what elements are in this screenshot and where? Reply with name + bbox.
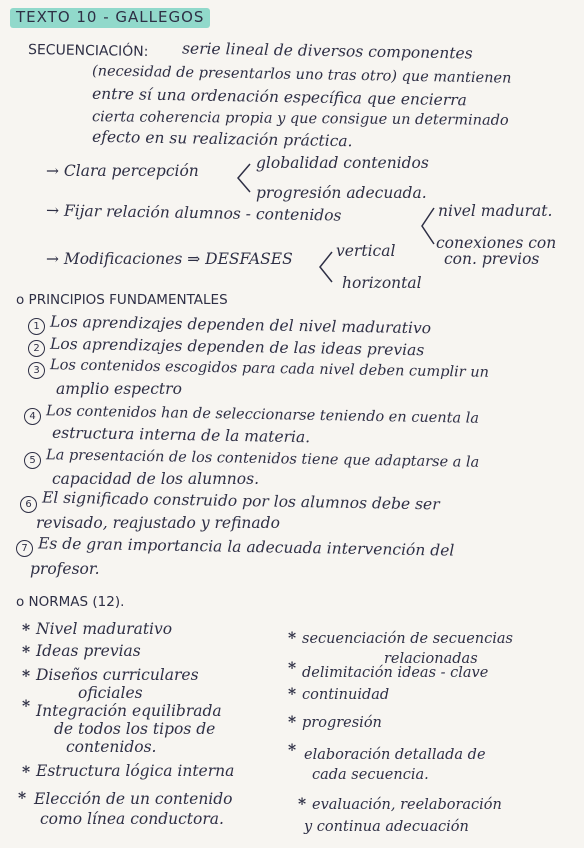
arrow-branch: progresión adecuada. xyxy=(256,184,427,202)
norm-right-line: secuenciación de secuencias xyxy=(302,631,513,647)
principle-number: 6 xyxy=(20,496,37,513)
arrow-item-label: → Fijar relación alumnos - contenidos xyxy=(45,201,342,225)
arrow-branch: globalidad contenidos xyxy=(256,154,429,172)
norm-left-line: Estructura lógica interna xyxy=(36,762,235,780)
arrow-branch: conexiones con xyxy=(436,234,557,252)
star-bullet: * xyxy=(288,712,297,731)
principle-line: Los aprendizajes dependen de las ideas previas xyxy=(49,334,425,360)
principle-line: estructura interna de la materia. xyxy=(51,423,311,447)
norm-left-line: Integración equilibrada xyxy=(36,702,222,720)
star-bullet: * xyxy=(22,666,31,685)
principle-line: revisado, reajustado y refinado xyxy=(36,514,280,532)
norm-left-line: como línea conductora. xyxy=(40,810,224,828)
arrow-branch: horizontal xyxy=(342,274,422,292)
page-title: TEXTO 10 - GALLEGOS xyxy=(16,8,205,26)
norm-right-line: y continua adecuación xyxy=(304,819,469,835)
definition-term: SECUENCIACIÓN: xyxy=(27,41,149,61)
principle-line: La presentación de los contenidos tiene que adaptarse a la xyxy=(45,447,480,471)
norm-right-line: elaboración detallada de xyxy=(304,747,486,763)
definition-line: cierta coherencia propia y que consigue un determinado xyxy=(91,109,509,129)
principle-line: El significado construido por los alumnos debe ser xyxy=(41,488,440,514)
branch-bracket xyxy=(418,204,438,250)
arrow-item-label: → Modificaciones ⇒ DESFASES xyxy=(46,250,293,268)
star-bullet: * xyxy=(298,794,307,813)
definition-line: entre sí una ordenación específica que encierra xyxy=(91,84,468,110)
star-bullet: * xyxy=(18,788,27,807)
star-bullet: * xyxy=(22,642,31,661)
star-bullet: * xyxy=(288,628,297,647)
definition-line: serie lineal de diversos componentes xyxy=(181,39,473,63)
principle-line: Los contenidos escogidos para cada nivel deben cumplir un xyxy=(49,357,490,381)
star-bullet: * xyxy=(288,740,297,759)
norms-heading: o NORMAS (12). xyxy=(16,594,125,610)
norm-left-line: contenidos. xyxy=(66,738,157,756)
norm-left-line: Diseños curriculares xyxy=(36,666,199,684)
principle-line: Los contenidos han de seleccionarse teniendo en cuenta la xyxy=(45,403,480,427)
principle-line: profesor. xyxy=(30,560,100,578)
branch-bracket xyxy=(234,160,254,196)
principle-number: 7 xyxy=(16,540,33,557)
principle-number: 1 xyxy=(28,318,45,335)
arrow-branch: nivel madurat. xyxy=(438,202,553,220)
norm-right-line: continuidad xyxy=(302,687,390,703)
definition-line: efecto en su realización práctica. xyxy=(91,127,353,151)
norm-left-line: Ideas previas xyxy=(36,642,141,660)
arrow-branch: con. previos xyxy=(444,250,540,268)
star-bullet: * xyxy=(288,684,297,703)
norm-left-line: Elección de un contenido xyxy=(34,790,233,808)
norm-left-line: de todos los tipos de xyxy=(54,720,216,738)
principle-number: 5 xyxy=(24,452,41,469)
norm-left-line: oficiales xyxy=(78,684,143,702)
principle-line: capacidad de los alumnos. xyxy=(52,470,260,488)
definition-line: (necesidad de presentarlos uno tras otro) que mantienen xyxy=(91,63,512,87)
principles-heading: o PRINCIPIOS FUNDAMENTALES xyxy=(16,292,228,308)
arrow-item-label: → Clara percepción xyxy=(46,162,199,180)
norm-right-line: relacionadas xyxy=(384,651,478,667)
star-bullet: * xyxy=(288,658,297,677)
norm-right-line: delimitación ideas - clave xyxy=(302,665,489,681)
norm-right-line: progresión xyxy=(302,715,382,731)
norm-right-line: evaluación, reelaboración xyxy=(312,797,502,813)
norm-right-line: cada secuencia. xyxy=(312,767,429,783)
principle-number: 3 xyxy=(28,362,45,379)
norm-left-line: Nivel madurativo xyxy=(36,620,173,638)
arrow-branch: vertical xyxy=(336,242,396,260)
principle-line: amplio espectro xyxy=(56,380,182,398)
star-bullet: * xyxy=(22,762,31,781)
principle-number: 2 xyxy=(28,340,45,357)
star-bullet: * xyxy=(22,696,31,715)
principle-line: Es de gran importancia la adecuada intervención del xyxy=(37,534,455,560)
star-bullet: * xyxy=(22,620,31,639)
principle-line: Los aprendizajes dependen del nivel madurativo xyxy=(49,312,432,338)
principle-number: 4 xyxy=(24,408,41,425)
branch-bracket xyxy=(316,248,336,288)
